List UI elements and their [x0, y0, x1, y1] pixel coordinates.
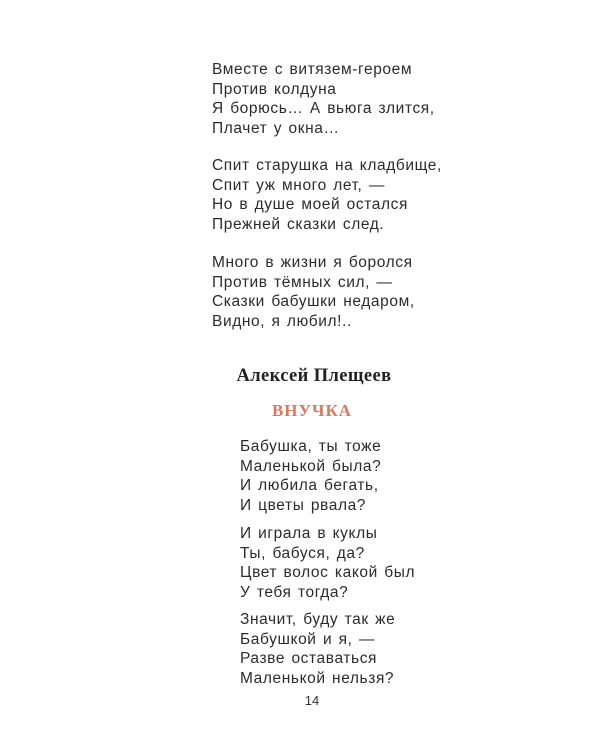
poem1-stanza-1 — [212, 60, 435, 138]
poem-line: Но в душе моей остался — [212, 196, 408, 213]
poem-line: Ты, бабуся, да? — [240, 544, 365, 562]
poem-line: И любила бегать, — [240, 477, 379, 494]
poem1-stanza-2 — [212, 156, 442, 234]
poem-line: Против тёмных сил, — — [212, 273, 393, 291]
poem-author: Алексей Плещеев — [236, 366, 392, 386]
page-number: 14 — [304, 693, 320, 708]
poem2-stanza-2 — [240, 524, 415, 602]
poem1-stanza-3 — [212, 253, 415, 331]
poem2-stanza-1 — [240, 437, 381, 515]
poem-line: Спит старушка на кладбище, — [212, 157, 442, 174]
poem-line: Маленькой была? — [240, 457, 382, 475]
poem-line: Разве оставаться — [240, 650, 378, 667]
poem-line: Значит, буду так же — [240, 611, 396, 628]
poem-line: Бабушкой и я, — — [240, 630, 376, 648]
poem-line: Бабушка, ты тоже — [240, 438, 382, 455]
poem-line: И цветы рвала? — [240, 496, 367, 514]
poem-line: Много в жизни я боролся — [212, 254, 413, 271]
poem-line: Сказки бабушки недаром, — [212, 293, 415, 310]
poem2-stanza-3 — [240, 610, 395, 688]
poem-line: У тебя тогда? — [240, 583, 349, 601]
poem-line: Спит уж много лет, — — [212, 176, 385, 194]
poem-line: Плачет у окна… — [212, 119, 340, 137]
poem-line: И играла в куклы — [240, 525, 378, 542]
poem-line: Против колдуна — [212, 80, 337, 98]
poem-line: Цвет волос какой был — [240, 564, 416, 581]
poem-title: ВНУЧКА — [271, 401, 353, 420]
poem-line: Я борюсь… А вьюга злится, — [212, 100, 435, 117]
poem-line: Прежней сказки след. — [212, 215, 385, 233]
poem-line: Вместе с витязем-героем — [212, 61, 413, 78]
poem-line: Видно, я любил!.. — [212, 312, 352, 330]
poem-line: Маленькой нельзя? — [240, 669, 395, 687]
